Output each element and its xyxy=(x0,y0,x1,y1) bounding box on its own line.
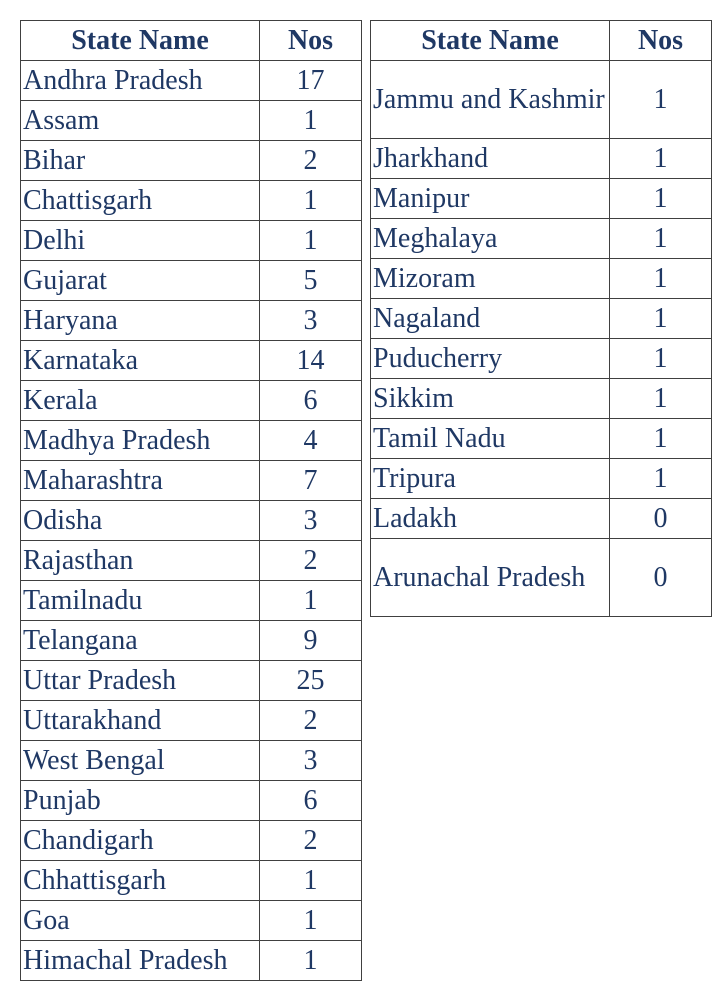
table-row xyxy=(371,299,712,339)
nos-cell: 6 xyxy=(260,781,362,821)
nos-cell: 2 xyxy=(260,141,362,181)
table-row xyxy=(371,339,712,379)
header-state-name: State Name xyxy=(21,21,260,61)
state-name-cell: Rajasthan xyxy=(21,541,260,581)
table-row xyxy=(21,141,362,181)
nos-cell: 7 xyxy=(260,461,362,501)
nos-cell: 3 xyxy=(260,741,362,781)
table-row xyxy=(21,341,362,381)
state-name-cell: West Bengal xyxy=(21,741,260,781)
state-name-cell: Himachal Pradesh xyxy=(21,941,260,981)
nos-cell: 1 xyxy=(610,139,712,179)
state-name-cell: Telangana xyxy=(21,621,260,661)
state-name-cell: Delhi xyxy=(21,221,260,261)
nos-cell: 1 xyxy=(260,581,362,621)
table-row xyxy=(371,259,712,299)
table-row xyxy=(371,61,712,139)
nos-cell: 4 xyxy=(260,421,362,461)
state-name-cell: Bihar xyxy=(21,141,260,181)
state-name-cell: Assam xyxy=(21,101,260,141)
nos-cell: 1 xyxy=(260,901,362,941)
state-name-cell: Jharkhand xyxy=(371,139,610,179)
state-name-cell: Uttarakhand xyxy=(21,701,260,741)
nos-cell: 1 xyxy=(260,941,362,981)
state-name-cell: Chandigarh xyxy=(21,821,260,861)
nos-cell: 1 xyxy=(610,61,712,139)
state-name-cell: Haryana xyxy=(21,301,260,341)
state-name-cell: Uttar Pradesh xyxy=(21,661,260,701)
state-name-cell: Maharashtra xyxy=(21,461,260,501)
header-nos: Nos xyxy=(260,21,362,61)
nos-cell: 1 xyxy=(610,259,712,299)
state-name-cell: Ladakh xyxy=(371,499,610,539)
table-row xyxy=(21,421,362,461)
table-row xyxy=(21,61,362,101)
nos-cell: 1 xyxy=(260,101,362,141)
table-row xyxy=(21,181,362,221)
table-row xyxy=(21,621,362,661)
table-row xyxy=(21,261,362,301)
nos-cell: 25 xyxy=(260,661,362,701)
table-row xyxy=(21,741,362,781)
state-name-cell: Tamil Nadu xyxy=(371,419,610,459)
nos-cell: 9 xyxy=(260,621,362,661)
header-row xyxy=(21,21,362,61)
state-name-cell: Manipur xyxy=(371,179,610,219)
nos-cell: 5 xyxy=(260,261,362,301)
state-name-cell: Mizoram xyxy=(371,259,610,299)
nos-cell: 0 xyxy=(610,499,712,539)
state-name-cell: Madhya Pradesh xyxy=(21,421,260,461)
nos-cell: 1 xyxy=(610,419,712,459)
state-name-cell: Sikkim xyxy=(371,379,610,419)
table-row xyxy=(371,539,712,617)
state-name-cell: Nagaland xyxy=(371,299,610,339)
nos-cell: 2 xyxy=(260,701,362,741)
nos-cell: 1 xyxy=(260,861,362,901)
table-row xyxy=(21,501,362,541)
state-name-cell: Tamilnadu xyxy=(21,581,260,621)
table-row xyxy=(21,821,362,861)
table-row xyxy=(21,661,362,701)
state-name-cell: Goa xyxy=(21,901,260,941)
state-name-cell: Kerala xyxy=(21,381,260,421)
nos-cell: 1 xyxy=(610,459,712,499)
table-row xyxy=(371,139,712,179)
header-row xyxy=(371,21,712,61)
table-row xyxy=(21,941,362,981)
nos-cell: 2 xyxy=(260,541,362,581)
state-name-cell: Tripura xyxy=(371,459,610,499)
nos-cell: 1 xyxy=(610,299,712,339)
state-name-cell: Chhattisgarh xyxy=(21,861,260,901)
state-name-cell: Puducherry xyxy=(371,339,610,379)
table-row xyxy=(21,381,362,421)
nos-cell: 1 xyxy=(260,181,362,221)
nos-cell: 1 xyxy=(610,219,712,259)
table-row xyxy=(371,459,712,499)
state-name-cell: Arunachal Pradesh xyxy=(371,539,610,617)
nos-cell: 1 xyxy=(610,379,712,419)
table-row xyxy=(371,379,712,419)
table-row xyxy=(21,861,362,901)
state-name-cell: Meghalaya xyxy=(371,219,610,259)
state-count-table-right xyxy=(370,20,712,617)
table-row xyxy=(21,301,362,341)
header-nos: Nos xyxy=(610,21,712,61)
table-row xyxy=(21,101,362,141)
state-name-cell: Odisha xyxy=(21,501,260,541)
nos-cell: 14 xyxy=(260,341,362,381)
state-name-cell: Jammu and Kashmir xyxy=(371,61,610,139)
table-row xyxy=(371,179,712,219)
state-name-cell: Karnataka xyxy=(21,341,260,381)
table-row xyxy=(371,419,712,459)
nos-cell: 3 xyxy=(260,501,362,541)
state-name-cell: Andhra Pradesh xyxy=(21,61,260,101)
table-row xyxy=(371,219,712,259)
table-row xyxy=(21,901,362,941)
state-name-cell: Chattisgarh xyxy=(21,181,260,221)
nos-cell: 1 xyxy=(610,339,712,379)
state-name-cell: Gujarat xyxy=(21,261,260,301)
state-name-cell: Punjab xyxy=(21,781,260,821)
nos-cell: 0 xyxy=(610,539,712,617)
nos-cell: 2 xyxy=(260,821,362,861)
nos-cell: 3 xyxy=(260,301,362,341)
state-count-table-left xyxy=(20,20,362,981)
table-row xyxy=(21,781,362,821)
table-row xyxy=(21,581,362,621)
nos-cell: 1 xyxy=(260,221,362,261)
table-row xyxy=(21,221,362,261)
nos-cell: 6 xyxy=(260,381,362,421)
nos-cell: 17 xyxy=(260,61,362,101)
table-row xyxy=(21,701,362,741)
table-row xyxy=(371,499,712,539)
nos-cell: 1 xyxy=(610,179,712,219)
table-row xyxy=(21,541,362,581)
header-state-name: State Name xyxy=(371,21,610,61)
table-row xyxy=(21,461,362,501)
